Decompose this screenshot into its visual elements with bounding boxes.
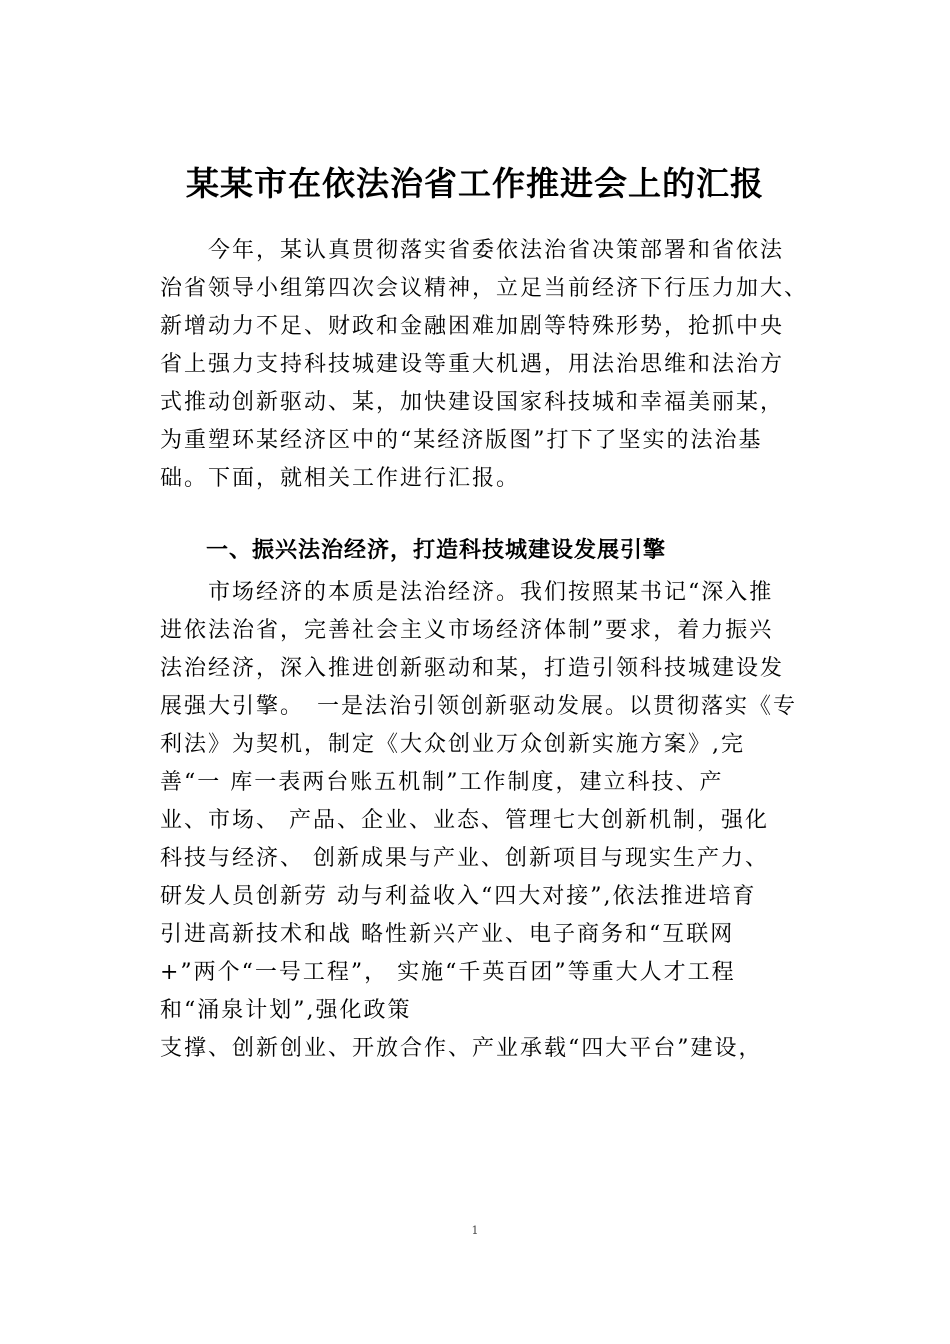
body-line: 科技与经济、 创新成果与产业、创新项目与现实生产力、 [160, 846, 769, 871]
body-line: 新增动力不足、财政和金融困难加剧等特殊形势，抢抓中央 [160, 314, 785, 339]
document-body [160, 232, 809, 1082]
body-line: 业、市场、 产品、企业、业态、管理七大创新机制，强化 [160, 808, 769, 833]
body-line: 和“涌泉计划”,强化政策 [160, 998, 412, 1023]
body-line: 支撑、创新创业、开放合作、产业承载“四大平台”建设， [160, 1036, 763, 1061]
body-line: 研发人员创新劳 动与利益收入“四大对接”,依法推进培育 [160, 884, 757, 909]
document-title: 某某市在依法治省工作推进会上的汇报 [186, 164, 764, 203]
body-line: 善“一 库一表两台账五机制”工作制度，建立科技、产 [160, 770, 724, 795]
section-heading: 一、振兴法治经济，打造科技城建设发展引擎 [160, 538, 667, 563]
body-line: 法治经济，深入推进创新驱动和某，打造引领科技城建设发 [160, 656, 785, 681]
body-line: 进依法治省，完善社会主义市场经济体制”要求，着力振兴 [160, 618, 774, 643]
body-line: 础。下面，就相关工作进行汇报。 [160, 466, 521, 491]
body-line: 利法》为契机，制定《大众创业万众创新实施方案》,完 [160, 732, 745, 757]
body-line: 展强大引擎。 一是法治引领创新驱动发展。以贯彻落实《专 [160, 694, 798, 719]
page-number: 1 [471, 1224, 479, 1237]
body-line: 引进高新技术和战 略性新兴产业、电子商务和“互联网 [160, 922, 735, 947]
body-line: 为重塑环某经济区中的“某经济版图”打下了坚实的法治基 [160, 428, 763, 453]
body-line: 市场经济的本质是法治经济。我们按照某书记“深入推 [160, 580, 774, 605]
body-line: +”两个“一号工程”， 实施“千英百团”等重大人才工程 [160, 960, 736, 985]
body-line: 省上强力支持科技城建设等重大机遇，用法治思维和法治方 [160, 352, 785, 377]
body-line: 治省领导小组第四次会议精神，立足当前经济下行压力加大、 [160, 276, 809, 301]
body-line: 式推动创新驱动、某，加快建设国家科技城和幸福美丽某， [160, 390, 785, 415]
body-line: 今年，某认真贯彻落实省委依法治省决策部署和省依法 [160, 238, 785, 263]
